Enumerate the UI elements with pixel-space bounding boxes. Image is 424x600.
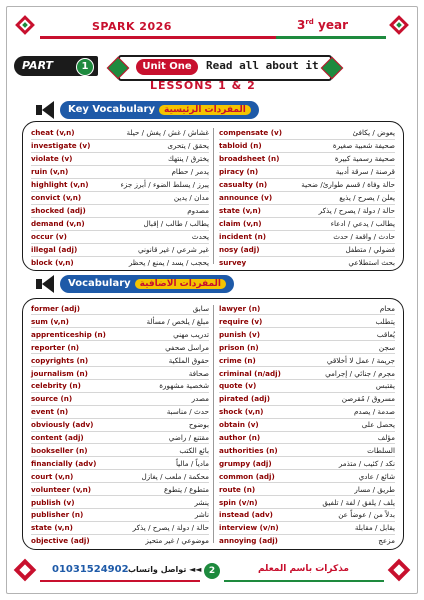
vocab-word: highlight (v,n) [31, 180, 89, 189]
vocab-word: annoying (adj) [219, 536, 278, 546]
vocab-row [31, 126, 209, 139]
vocab-translation: نكد / كئيب / متذمر [338, 458, 395, 468]
vocab-translation: يحجب / يسد / يمنع / يحظر [128, 258, 209, 267]
vocab-row [219, 204, 395, 217]
header-rule-green [276, 36, 386, 39]
vocab-word: content (adj) [31, 433, 84, 442]
vocab-translation: حالة / دولة / يصرح / يذكر [318, 206, 395, 215]
vocab-word: broadsheet (n) [219, 154, 280, 163]
megaphone-icon [34, 100, 56, 120]
vocab-row [219, 302, 395, 315]
vocab-row [219, 521, 395, 534]
vocab-row [31, 354, 209, 367]
vocab-translation: حالة / دولة / يصرح / يذكر [132, 523, 209, 533]
vocab-row [219, 178, 395, 191]
vocab-row [31, 392, 209, 405]
vocab-row [219, 230, 395, 243]
vocab-word: violate (v) [31, 154, 73, 163]
part-number: 1 [76, 58, 94, 76]
vocab-word: block (v,n) [31, 258, 74, 267]
vocab-row [31, 165, 209, 178]
vocab-row [31, 508, 209, 521]
vocab-translation: متطوع / يتطوع [164, 484, 209, 494]
vocab-row [219, 405, 395, 418]
vocab-translation: يطالب / طالب / إقبال [143, 219, 209, 228]
vocab-translation: جريمة / عمل لا أخلاقي [326, 355, 395, 365]
vocab-row [219, 470, 395, 483]
vocab-translation: يحدث [191, 232, 209, 241]
vocab-row [31, 379, 209, 392]
vocab-row [219, 315, 395, 328]
vocab-word: investigate (v) [31, 141, 91, 150]
vocab-translation: سجن [378, 342, 395, 352]
vocab-row [219, 243, 395, 256]
part-label: PART [22, 59, 54, 72]
vocab-row [31, 302, 209, 315]
vocab-translation: مراسل صحفي [165, 342, 209, 352]
vocab-row [31, 483, 209, 496]
vocab-word: pirated (adj) [219, 394, 270, 404]
vocab-translation: غير شرعي / غير قانوني [138, 245, 209, 254]
vocab-row [219, 126, 395, 139]
year-label: 3rd year [297, 18, 348, 32]
vocab-word: criminal (n/adj) [219, 368, 281, 378]
header-rule-red [40, 36, 276, 39]
vocab-row [219, 483, 395, 496]
vocab-translation: مصدر [191, 394, 209, 404]
unit-label: Unit One [136, 59, 198, 75]
vocab-word: punish (v) [219, 329, 260, 339]
vocab-word: court (v,n) [31, 471, 74, 481]
vocab-row [31, 496, 209, 509]
vocab-word: volunteer (v,n) [31, 484, 92, 494]
vocab-word: incident (n) [219, 232, 267, 241]
vocab-translation: يلف / يلفق / لفة / تلفيق [322, 497, 395, 507]
megaphone-icon [34, 274, 56, 294]
vocab-translation: يطالب / يدعي / ادعاء [330, 219, 395, 228]
vocab-row [219, 139, 395, 152]
vocab-translation: محام [379, 304, 395, 313]
vocab-word: compensate (v) [219, 128, 283, 137]
vocab-row [219, 354, 395, 367]
key-vocab-header [34, 100, 294, 120]
unit-title: Read all about it [206, 59, 319, 72]
vocab-translation: فضولي / متطفل [345, 245, 395, 254]
vocab-word: former (adj) [31, 304, 81, 313]
vocab-row [219, 418, 395, 431]
vocab-translation: يبرز / يسلط الضوء / أبرز جزء [120, 180, 209, 189]
vocab-row [219, 191, 395, 204]
vocab-word: tabloid (n) [219, 141, 262, 150]
vocab-word: event (n) [31, 407, 69, 417]
vocab-translation: يعوض / يكافئ [352, 128, 395, 137]
vocab-row [31, 457, 209, 470]
vocab-word: occur (v) [31, 232, 67, 241]
vocab-word: prison (n) [219, 342, 259, 352]
vocab-row [31, 341, 209, 354]
vocab-word: shocked (adj) [31, 206, 86, 215]
vocab-translation: تدريب مهني [173, 329, 209, 339]
vocab-word: apprenticeship (n) [31, 329, 106, 339]
vocab-word: journalism (n) [31, 368, 88, 378]
page-number: 2 [204, 563, 220, 579]
vocab-translation: بحث استطلاعي [348, 258, 395, 267]
phone-number: 01031524902 [52, 564, 129, 575]
vocab-row [219, 328, 395, 341]
vocab-translation: يعلن / يصرح / يذيع [339, 193, 395, 202]
vocab-translation: حالة وفاة / قسم طوارئ/ ضحية [301, 180, 395, 189]
vocab-translation: مادياً / مالياً [175, 458, 209, 468]
vocab-word: objective (adj) [31, 536, 90, 546]
vocab-translation: قرصنة / سرقة أدبية [335, 167, 395, 176]
vocab-row [31, 315, 209, 328]
vocab-row [31, 243, 209, 256]
vocab-word: spin (v/n) [219, 497, 258, 507]
footer-rule-red [40, 580, 200, 582]
vocab-translation: شائع / عادي [358, 471, 395, 481]
vocab-row [31, 217, 209, 230]
vocab-word: nosy (adj) [219, 245, 260, 254]
vocab-translation: يدمر / حطام [171, 167, 209, 176]
lessons-title: LESSONS 1 & 2 [150, 79, 256, 92]
vocab-row [219, 152, 395, 165]
vocab-translation: يقابل / مقابلة [354, 523, 395, 533]
vocab-translation: مبلغ / يلخص / مسألة [146, 316, 209, 326]
vocab-translation: يتطلب [375, 316, 395, 326]
vocab-translation: مؤلف [377, 433, 395, 442]
vocab-row [219, 379, 395, 392]
vocab-word: shock (v,n) [219, 407, 264, 417]
part-badge [14, 56, 98, 76]
vocab-word: copyrights (n) [31, 355, 89, 365]
vocab-translation: صحيفة رسمية كبيرة [334, 154, 395, 163]
vocab-word: survey [219, 258, 247, 267]
vocab-translation: السلطات [367, 445, 395, 455]
vocab-row [31, 444, 209, 457]
vocab-translation: سابق [192, 304, 209, 313]
vocab-word: ruin (v,n) [31, 167, 69, 176]
vocab-word: quote (v) [219, 381, 257, 391]
vocab-translation: بائع الكتب [179, 445, 209, 455]
vocab-header [34, 274, 234, 294]
vocab-word: grumpy (adj) [219, 458, 272, 468]
vocab-translation: يقتبس [375, 381, 395, 391]
vocab-translation: مقتنع / راضي [168, 433, 209, 442]
vocab-row [219, 508, 395, 521]
key-vocab-box [22, 121, 404, 271]
vocab-translation: مصدوم [187, 206, 209, 215]
vocab-word: piracy (n) [219, 167, 259, 176]
vocab-word: authorities (n) [219, 445, 278, 455]
notes-label: مذكرات باسم المعلم [258, 564, 349, 574]
column-divider [213, 128, 214, 264]
vocab-translation: ينشر [194, 497, 209, 507]
vocab-translation: صدمة / يصدم [353, 407, 395, 417]
vocab-word: author (n) [219, 433, 261, 442]
vocab-translation: ناشر [194, 510, 209, 520]
vocab-word: publisher (n) [31, 510, 84, 520]
vocab-word: state (v,n) [31, 523, 73, 533]
vocab-row [31, 534, 209, 547]
vocab-row [31, 470, 209, 483]
vocab-translation: حدث / مناسبة [166, 407, 209, 417]
vocab-row [219, 431, 395, 444]
vocab-row [219, 534, 395, 547]
footer-diamond-icon [12, 557, 38, 583]
vocab-word: celebrity (n) [31, 381, 81, 391]
vocab-title: Vocabulary المفردات الاضافية [60, 275, 234, 293]
vocab-translation: بدلاً من / عوضاً عن [338, 510, 395, 520]
vocab-row [31, 256, 209, 269]
vocab-row [31, 191, 209, 204]
vocab-word: lawyer (n) [219, 304, 261, 313]
vocab-row [31, 204, 209, 217]
vocab-row [31, 418, 209, 431]
vocab-word: interview (v/n) [219, 523, 279, 533]
vocab-row [31, 431, 209, 444]
vocab-row [219, 165, 395, 178]
vocab-translation: مدان / يدين [173, 193, 209, 202]
vocab-box [22, 298, 404, 550]
vocab-word: require (v) [219, 316, 263, 326]
vocab-word: announce (v) [219, 193, 273, 202]
corner-diamond-icon [388, 14, 410, 36]
vocab-translation: محكمة / ملعب / يغازل [141, 471, 209, 481]
vocab-row [219, 392, 395, 405]
vocab-row [31, 230, 209, 243]
brand-title: SPARK 2026 [92, 20, 172, 33]
vocab-row [31, 367, 209, 380]
vocab-word: source (n) [31, 394, 73, 404]
vocab-row [31, 152, 209, 165]
vocab-word: convict (v,n) [31, 193, 82, 202]
column-divider [213, 305, 214, 543]
vocab-translation: حادث / واقعة / حدث [333, 232, 395, 241]
vocab-row [219, 444, 395, 457]
vocab-row [219, 341, 395, 354]
vocab-translation: مجرم / جنائي / إجرامي [325, 368, 395, 378]
vocab-row [219, 256, 395, 269]
vocab-translation: صحافة [188, 368, 209, 378]
vocab-word: obviously (adv) [31, 420, 94, 430]
vocab-translation: مزعج [378, 536, 395, 546]
vocab-word: publish (v) [31, 497, 75, 507]
vocab-word: state (v,n) [219, 206, 261, 215]
vocab-row [31, 139, 209, 152]
vocab-word: route (n) [219, 484, 256, 494]
vocab-word: illegal (adj) [31, 245, 78, 254]
vocab-word: common (adj) [219, 471, 275, 481]
vocab-row [219, 367, 395, 380]
unit-banner [118, 55, 332, 81]
vocab-translation: حقوق الملكية [168, 355, 209, 365]
key-vocab-title: Key Vocabulary المفردات الرئيسية [60, 101, 259, 119]
corner-diamond-icon [14, 14, 36, 36]
vocab-word: sum (v,n) [31, 316, 69, 326]
vocab-translation: طريق / مسار [354, 484, 395, 494]
vocab-word: bookseller (n) [31, 445, 88, 455]
vocab-translation: مسروق / مُقرصن [341, 394, 395, 404]
vocab-word: instead (adv) [219, 510, 273, 520]
vocab-row [219, 457, 395, 470]
vocab-word: demand (v,n) [31, 219, 85, 228]
vocab-row [31, 521, 209, 534]
vocab-word: financially (adv) [31, 458, 97, 468]
vocab-row [219, 496, 395, 509]
vocab-translation: يحقق / يتحرى [167, 141, 209, 150]
vocab-word: reporter (n) [31, 342, 80, 352]
vocab-word: cheat (v,n) [31, 128, 75, 137]
vocab-translation: يُعاقب [376, 329, 395, 339]
vocab-row [31, 405, 209, 418]
footer-rule-green [224, 580, 384, 582]
vocab-word: crime (n) [219, 355, 256, 365]
vocab-word: casualty (n) [219, 180, 268, 189]
vocab-translation: يخترق / ينتهك [167, 154, 209, 163]
vocab-row [31, 328, 209, 341]
vocab-word: obtain (v) [219, 420, 259, 430]
vocab-row [219, 217, 395, 230]
whatsapp-label: تواصل واتساب ◄◄ [128, 565, 202, 574]
vocab-translation: صحيفة شعبية صغيرة [332, 141, 395, 150]
vocab-translation: بوضوح [188, 420, 209, 430]
footer-diamond-icon [386, 557, 412, 583]
vocab-word: claim (v,n) [219, 219, 262, 228]
vocab-translation: غشاش / غش / يغش / حيلة [126, 128, 209, 137]
vocab-translation: موضوعي / غير متحيز [145, 536, 209, 546]
vocab-translation: شخصية مشهورة [159, 381, 209, 391]
vocab-row [31, 178, 209, 191]
vocab-translation: يحصل على [361, 420, 395, 430]
